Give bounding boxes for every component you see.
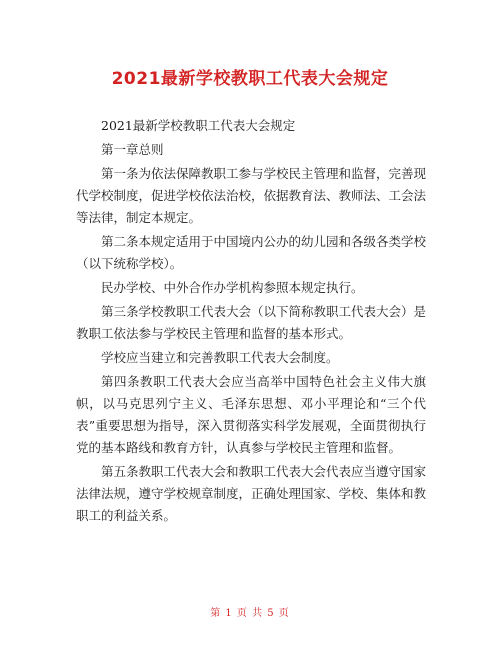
paragraph-article-1: 第一条为依法保障教职工参与学校民主管理和监督，完善现代学校制度，促进学校依法治校，依据教育法、教师法、工会法等法律，制定本规定。	[76, 166, 427, 225]
paragraph-article-3: 第三条学校教职工代表大会（以下简称教职工代表大会）是教职工依法参与学校民主管理和监督的基本形式。	[76, 304, 427, 341]
paragraph-article-5: 第五条教职工代表大会和教职工代表大会代表应当遵守国家法律法规，遵守学校规章制度，正确处理国家、学校、集体和教职工的利益关系。	[76, 464, 427, 523]
document-body	[76, 115, 426, 529]
page-number: 第 1 页 共 5 页	[210, 608, 290, 619]
paragraph-article-2: 第二条本规定适用于中国境内公办的幼儿园和各级各类学校（以下统称学校）。	[76, 234, 427, 271]
paragraph-chapter: 第一章总则	[101, 142, 164, 157]
paragraph-heading: 2021最新学校教职工代表大会规定	[101, 118, 296, 133]
paragraph-article-4: 第四条教职工代表大会应当高举中国特色社会主义伟大旗帜，以马克思列宁主义、毛泽东思想、邓小平理论和“三个代表”重要思想为指导，深入贯彻落实科学发展观，全面贯彻执行党的基本路线和教育方针，认真参与学校民主管理和监督。	[76, 374, 426, 455]
paragraph-establish: 学校应当建立和完善教职工代表大会制度。	[101, 350, 339, 365]
paragraph-private-schools: 民办学校、中外合作办学机构参照本规定执行。	[101, 280, 364, 295]
document-title: 2021最新学校教职工代表大会规定	[111, 69, 389, 89]
